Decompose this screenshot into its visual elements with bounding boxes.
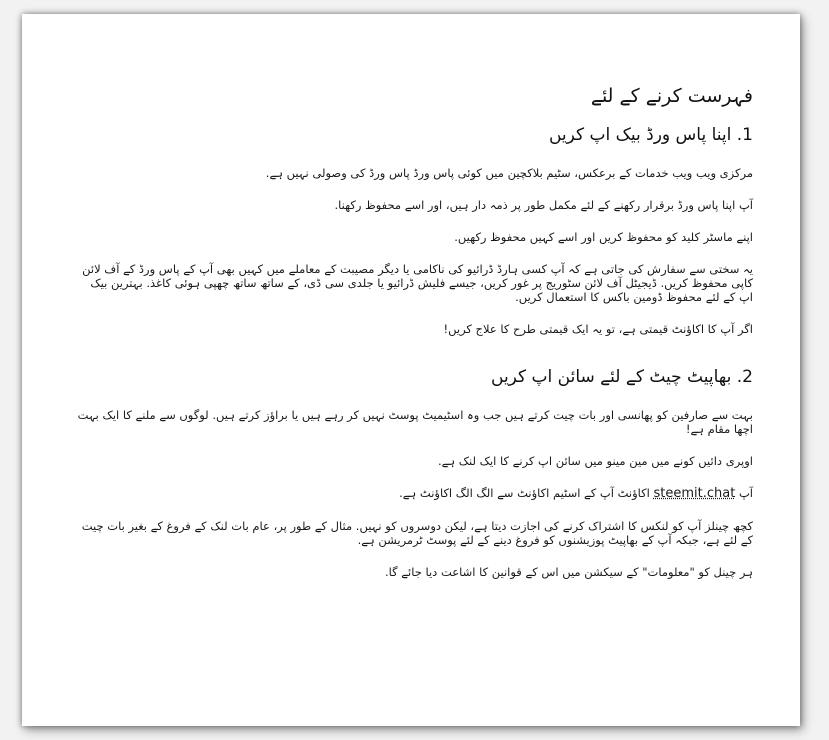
section-1-heading: 1. اپنا پاس ورڈ بیک اپ کریں bbox=[548, 125, 753, 145]
document-page bbox=[22, 14, 800, 726]
document-title: فہرست کرنے کے لئے bbox=[590, 85, 753, 107]
steemit-chat-link[interactable]: steemit.chat bbox=[653, 486, 736, 501]
link-paragraph-after: اکاؤنٹ آپ کے اسٹیم اکاؤنٹ سے الگ الگ اکاؤنٹ ہے. bbox=[399, 486, 650, 500]
section-1-paragraph: یہ سختی سے سفارش کی جاتی ہے کہ آپ کسی ہارڈ ڈرائیو کی ناکامی یا دیگر مصیبت کے معاملے میں کہیں بھی آپ کے پاس ورڈ کے آف لائن کاپی محفوظ کریں. ڈیجیٹل آف لائن سٹوریج پر غور کریں، جیسے فلیش ڈرائیو یا جلدی سی ڈی، کے ساتھ ساتھ چھپی ہوئی کاغذ. بہترین بیک اپ کے لئے محفوظ ڈومین باکس کا استعمال کریں. bbox=[82, 262, 753, 304]
link-paragraph-before: آپ bbox=[738, 486, 753, 500]
section-2-paragraph: کچھ چینلز آپ کو لنکس کا اشتراک کرنے کی اجازت دیتا ہے، لیکن دوسروں کو نہیں. مثال کے طور پر، عام بات لنک کے فروغ کے بغیر بات چیت کے لئے ہے، جبکہ آپ کے بھاپیٹ پوزیشنوں کو فروغ دینے کے لئے پوسٹ ٹرمریشن ہے. bbox=[81, 519, 753, 547]
section-1-paragraph: آپ اپنا پاس ورڈ برقرار رکھنے کے لئے مکمل طور پر ذمہ دار ہیں، اور اسے محفوظ رکھنا. bbox=[334, 198, 753, 212]
section-1-paragraph: مرکزی ویب ویب خدمات کے برعکس، سٹیم بلاکچین میں کوئی پاس ورڈ پاس ورڈ کی وصولی نہیں ہے. bbox=[265, 166, 753, 180]
section-2-paragraph: اوپری دائیں کونے میں مین مینو میں سائن اپ کرنے کا ایک لنک ہے. bbox=[437, 454, 753, 468]
section-1-paragraph: اگر آپ کا اکاؤنٹ قیمتی ہے، تو یہ ایک قیمتی طرح کا علاج کریں! bbox=[443, 322, 753, 336]
section-1-paragraph: اپنے ماسٹر کلید کو محفوظ کریں اور اسے کہیں محفوظ رکھیں. bbox=[454, 230, 753, 244]
section-2-paragraph: ہر چینل کو "معلومات" کے سیکشن میں اس کے قوانین کا اشاعت دیا جائے گا. bbox=[384, 565, 753, 579]
section-2-paragraph: بہت سے صارفین کو پھانسی اور بات چیت کرتے ہیں جب وہ اسٹیمیٹ پوسٹ نہیں کر رہے ہیں یا براؤز کرتے ہیں. لوگوں سے ملنے کا ایک بہت اچھا مقام ہے! bbox=[77, 408, 753, 436]
section-2-link-paragraph bbox=[77, 486, 753, 501]
document-content bbox=[77, 82, 753, 597]
section-2-heading: 2. بھاپیٹ چیٹ کے لئے سائن اپ کریں bbox=[491, 367, 753, 387]
